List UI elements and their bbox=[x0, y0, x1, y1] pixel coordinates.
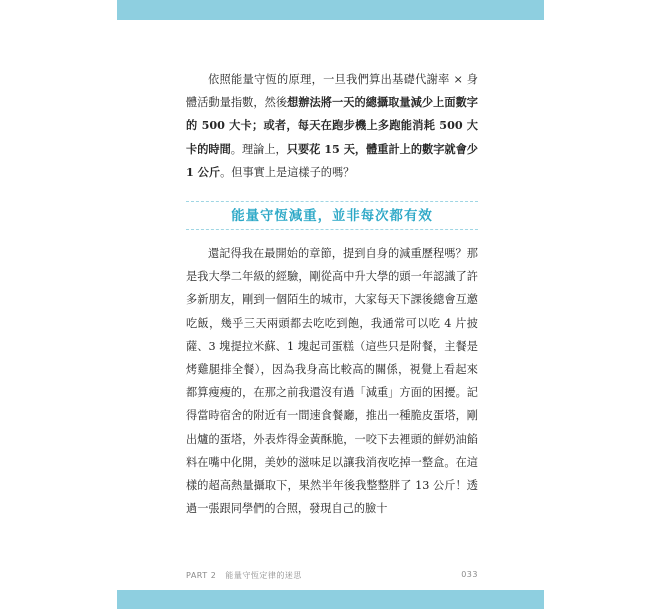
top-color-band bbox=[117, 0, 544, 20]
footer-part: PART 2 bbox=[186, 571, 217, 580]
intro-paragraph bbox=[186, 68, 478, 184]
page-number: 033 bbox=[461, 570, 478, 579]
page-footer bbox=[186, 570, 478, 581]
intro-text-1: 依照能量守恆的原理，一旦我們算出基礎代謝率 × 身體活動量指數，然後 bbox=[186, 73, 478, 110]
footer-chapter: 能量守恆定律的迷思 bbox=[225, 571, 302, 580]
story-paragraph: 還記得我在最開始的章節，提到自身的減重歷程嗎？那是我大學二年級的經驗，剛從高中升大學的頭一年認識了許多新朋友，剛到一個陌生的城市，大家每天下課後總會互邀吃飯，幾乎三天兩頭都去吃吃到飽，我通常可以吃 4 片披薩、3 塊提拉米蘇、1 塊起司蛋糕（這些只是附餐，主餐是烤雞腿排全餐），因為我身高比較高的關係，視覺上看起來都算瘦瘦的，在那之前我還沒有過「減重」方面的困擾。記得當時宿舍的附近有一間速食餐廳，推出一種脆皮蛋塔，剛出爐的蛋塔，外表炸得金黃酥脆，一咬下去裡頭的鮮奶油餡料在嘴中化開，美妙的滋味足以讓我消夜吃掉一整盒。在這樣的超高熱量攝取下，果然半年後我整整胖了 13 公斤！透過一張跟同學們的合照，發現自己的臉十 bbox=[186, 247, 478, 516]
intro-bold-2: 只要花 15 天，體重計上的數字就會少 1 公斤 bbox=[186, 141, 478, 179]
intro-bold-1: 想辦法將一天的總攝取量減少上面數字的 500 大卡；或者，每天在跑步機上多跑能消耗 500 大卡的時間 bbox=[186, 95, 478, 156]
intro-text-2: 。理論上， bbox=[230, 142, 287, 156]
section-heading: 能量守恆減重，並非每次都有效 bbox=[186, 201, 478, 230]
page-body bbox=[186, 68, 478, 520]
bottom-color-band bbox=[117, 590, 544, 609]
intro-text-3: 。但事實上是這樣子的嗎？ bbox=[220, 165, 355, 179]
